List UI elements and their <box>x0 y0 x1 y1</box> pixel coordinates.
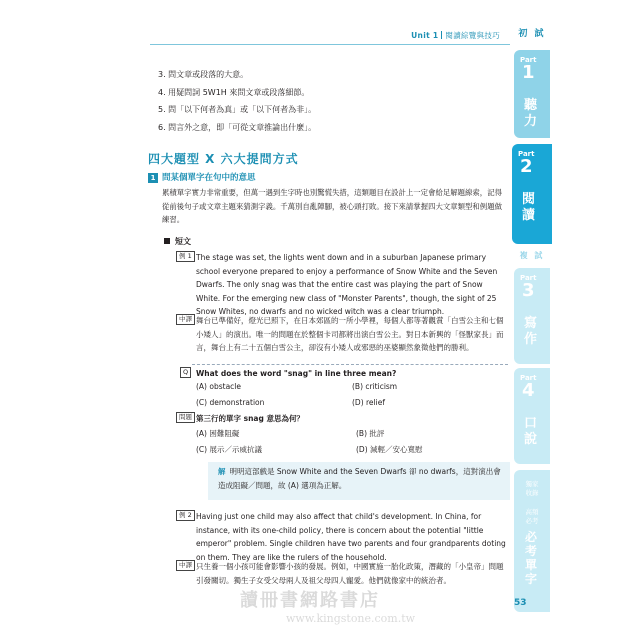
option-d-zh: (D) 減輕／安心寬慰 <box>356 445 423 454</box>
tab-part-3[interactable] <box>514 268 550 364</box>
tab-part-name: 寫作 <box>524 316 538 347</box>
subsection-title <box>148 171 256 183</box>
tab-vocab-line2: 收錄 <box>525 489 539 497</box>
tab-part-number: 3 <box>522 280 535 301</box>
tab-part-word: Part <box>520 56 537 64</box>
tab-part-4[interactable] <box>514 368 550 464</box>
tab-part-word: Part <box>520 274 537 282</box>
subsection-text: 問某個單字在句中的意思 <box>162 173 256 183</box>
question-zh-text: 第三行的單字 snag 意思為何？ <box>196 414 304 423</box>
header-rule <box>150 44 510 45</box>
short-passage-heading <box>164 236 191 247</box>
running-header <box>380 30 500 41</box>
unit-label: Unit 1 <box>411 31 439 40</box>
header-divider <box>441 31 442 39</box>
tab-part-number: 2 <box>520 156 533 177</box>
short-passage-label: 短文 <box>175 237 191 246</box>
dotted-divider <box>192 364 508 365</box>
square-bullet-icon <box>164 238 170 244</box>
unit-title: 閱讀綜覽與技巧 <box>445 31 500 40</box>
tab-part-name: 口說 <box>524 416 538 447</box>
question-zh-label: 問題 <box>176 412 195 423</box>
tab-part-word: Part <box>518 150 535 158</box>
list-item: 4. 用疑問詞 5W1H 來問文章或段落細節。 <box>158 87 310 97</box>
explanation-box <box>208 462 510 500</box>
tab-part-number: 4 <box>522 380 535 401</box>
intro-paragraph: 累積單字實力非常重要，但萬一遇到生字時也別驚慌失措，這類題目在設計上一定會給足解題線索，記得從前後句子或文章主題來猜測字義。千萬別自亂陣腳，被心頭打敗。接下來請掌握四大文章類型和例題做練習。 <box>162 188 502 224</box>
watermark-url: www.kingstone.com.tw <box>286 612 416 625</box>
question-label: Q <box>180 367 191 378</box>
option-a: (A) obstacle <box>196 382 241 391</box>
option-b-zh: (B) 批評 <box>356 429 385 438</box>
tab-vocab-title: 必考單字 <box>525 530 538 586</box>
example-1-passage: The stage was set, the lights went down and in a suburban Japanese primary school everyone prepared to enjoy a performance of Snow White and the Seven Dwarfs. The only snag was that the entire cast was playing the part of Snow White. For the emerging new class of "Monster Parents", though, the sight of 25 Snow Whites, no dwarfs and no wicked witch was a clear triumph. <box>196 253 498 317</box>
example-1-label: 例 1 <box>176 251 195 262</box>
stage-label: 初 試 <box>518 29 546 39</box>
option-b: (B) criticism <box>352 382 398 391</box>
option-d: (D) relief <box>352 398 385 407</box>
explanation-body: 明明這部戲是 Snow White and the Seven Dwarfs 卻 no dwarfs，這對演出會造成阻礙／問題，故 (A) 選項為正解。 <box>218 467 501 490</box>
option-c-zh: (C) 展示／示威抗議 <box>196 445 262 454</box>
question-text: What does the word "snag" in line three mean? <box>196 369 397 378</box>
list-item: 6. 問言外之意，即「可從文章推論出什麼」。 <box>158 122 317 132</box>
explanation-label: 解 <box>218 467 226 476</box>
tab-vocab-line1: 獨家 <box>525 480 539 488</box>
page-number: 53 <box>514 598 527 608</box>
example-2-label: 例 2 <box>176 510 195 521</box>
translation-1-text: 舞台已準備好，燈光已照下，在日本郊區的一所小學裡，每個人都等著觀賞「白雪公主和七個小矮人」的演出。唯一的問題在於整個卡司都將出演白雪公主。對日本新興的「怪獸家長」而言，舞台上有二十五個白雪公主，卻沒有小矮人或邪惡的巫婆顯然象徵他們的勝利。 <box>196 316 504 353</box>
option-a-zh: (A) 困難阻礙 <box>196 429 240 438</box>
subsection-number: 1 <box>148 173 158 183</box>
tab-vocab-line4: 必考 <box>525 517 539 525</box>
tab-vocabulary[interactable] <box>514 470 550 612</box>
option-c: (C) demonstration <box>196 398 265 407</box>
tab-part-number: 1 <box>522 62 535 83</box>
translation-1-label: 中譯 <box>176 314 195 325</box>
explanation-text <box>218 465 508 493</box>
example-2-passage: Having just one child may also affect that child's development. In China, for instance, with its one-child policy, there is concern about the potential "little emperor" problem. Single children have two parents and four grandparents doting on them. They are like the rulers of the household. <box>196 512 506 562</box>
list-item: 5. 問「以下何者為真」或「以下何者為非」。 <box>158 105 317 114</box>
watermark: 讀冊書網路書店 <box>240 590 380 611</box>
section-title: 四大題型 X 六大提問方式 <box>148 152 299 166</box>
tab-part-word: Part <box>520 374 537 382</box>
translation-2-label: 中譯 <box>176 560 195 571</box>
list-item: 3. 問文章或段落的大意。 <box>158 70 249 79</box>
tab-part-1[interactable] <box>514 50 550 138</box>
tab-part-name: 聽力 <box>524 98 538 129</box>
tab-part-2[interactable] <box>512 144 552 244</box>
tab-vocab-line3: 高頻 <box>525 508 539 516</box>
tab-part-name: 閱讀 <box>522 192 536 223</box>
translation-2-text: 只生養一個小孩可能會影響小孩的發展。例如，中國實施一胎化政策，潛藏的「小皇帝」問題引發關切。獨生子女受父母兩人及祖父母四人寵愛。他們就像家中的統治者。 <box>196 562 504 585</box>
stage-label-mock: 複 試 <box>519 251 545 260</box>
question-type-list <box>158 66 316 136</box>
